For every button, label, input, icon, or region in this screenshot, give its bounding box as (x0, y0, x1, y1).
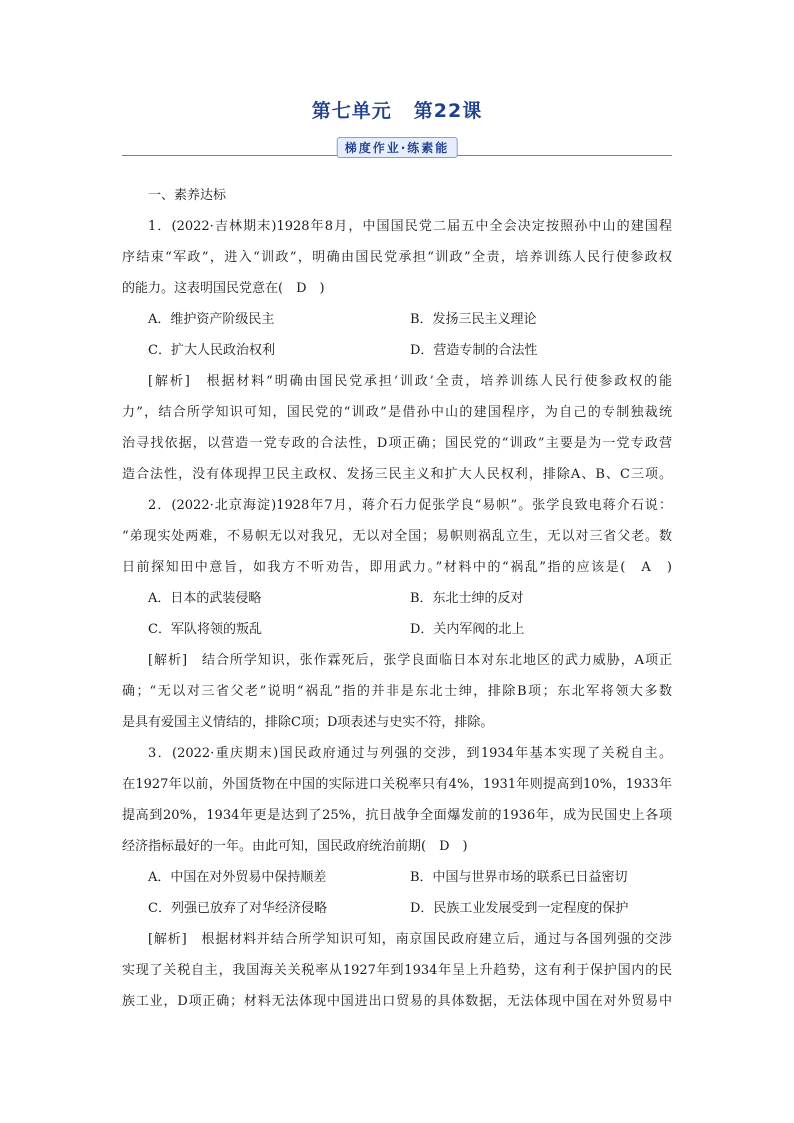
explanation-line: 治寻找依据，以营造一党专政的合法性，D项正确；国民党的“训政”主要是为一党专政营 (122, 436, 672, 451)
question-stem-line: 经济指标最好的一年。由此可知，国民政府统治前期( D ) (122, 839, 468, 854)
options-row (122, 583, 672, 614)
question-stem-line: 日前探知田中意旨，如我方不听劝告，即用武力。”材料中的“祸乱”指的应该是( A ) (122, 560, 672, 575)
option-c: C．扩大人民政治权利 (148, 343, 275, 358)
option-c: C．军队将领的叛乱 (148, 622, 262, 637)
options-row (122, 862, 672, 893)
option-b: B．东北士绅的反对 (410, 591, 524, 606)
option-d: D．民族工业发展受到一定程度的保护 (410, 901, 629, 916)
explanation-line: [解析] 结合所学知识，张作霖死后，张学良面临日本对东北地区的武力威胁，A项正 (148, 653, 672, 668)
question-stem-line: 提高到20%，1934年更是达到了25%，抗日战争全面爆发前的1936年，成为民国史上各项 (122, 808, 672, 823)
option-b: B．发扬三民主义理论 (410, 312, 537, 327)
explanation-line: 族工业，D项正确；材料无法体现中国进出口贸易的具体数据，无法体现中国在对外贸易中 (122, 994, 672, 1009)
question-stem-line: 在1927年以前，外国货物在中国的实际进口关税率只有4%，1931年则提高到10%，1933年 (122, 777, 672, 792)
subtitle-badge: 梯度作业·练素能 (337, 137, 458, 158)
options-row (122, 893, 672, 924)
unit-title: 第七单元 (311, 100, 392, 122)
option-a: A．中国在对外贸易中保持顺差 (148, 870, 327, 885)
option-a: A．维护资产阶级民主 (148, 312, 275, 327)
question-stem-line: 2．(2022·北京海淀)1928年7月，蒋介石力促张学良“易帜”。张学良致电蒋介石说： (148, 498, 672, 513)
option-a: A．日本的武装侵略 (148, 591, 262, 606)
question-stem-line: 3．(2022·重庆期末)国民政府通过与列强的交涉，到1934年基本实现了关税自主。 (148, 746, 672, 761)
option-c: C．列强已放弃了对华经济侵略 (148, 901, 327, 916)
explanation-line: 确；“无以对三省父老”说明“祸乱”指的并非是东北士绅，排除B项；东北军将领大多数 (122, 684, 672, 699)
document-body (122, 180, 672, 1017)
option-d: D．关内军阀的北上 (410, 622, 525, 637)
section-title: 一、素养达标 (148, 188, 227, 203)
explanation-line: 实现了关税自主，我国海关关税率从1927年到1934年呈上升趋势，这有利于保护国内的民 (122, 963, 672, 978)
subtitle-banner (122, 137, 672, 161)
question-3 (122, 738, 672, 1017)
question-1 (122, 211, 672, 490)
options-row (122, 304, 672, 335)
question-stem-line: 的能力。这表明国民党意在( D ) (122, 281, 325, 296)
explanation-line: 力”，结合所学知识可知，国民党的“训政”是借孙中山的建国程序，为自己的专制独裁统 (122, 405, 672, 420)
explanation-line: 是具有爱国主义情结的，排除C项；D项表述与史实不符，排除。 (122, 715, 494, 730)
option-b: B．中国与世界市场的联系已日益密切 (410, 870, 628, 885)
options-row (122, 335, 672, 366)
option-d: D．营造专制的合法性 (410, 343, 538, 358)
options-row (122, 614, 672, 645)
question-stem-line: “弟现实处两难，不易帜无以对我兄，无以对全国；易帜则祸乱立生，无以对三省父老。数 (122, 529, 672, 544)
page-title (0, 96, 794, 123)
question-2 (122, 490, 672, 738)
explanation-line: [解析] 根据材料“明确由国民党承担‘训政’全责，培养训练人民行使参政权的能 (148, 374, 672, 389)
question-stem-line: 1．(2022·吉林期末)1928年8月，中国国民党二届五中全会决定按照孙中山的建国程 (148, 219, 672, 234)
lesson-title: 第22课 (413, 100, 483, 122)
explanation-line: [解析] 根据材料并结合所学知识可知，南京国民政府建立后，通过与各国列强的交涉 (148, 932, 672, 947)
question-stem-line: 序结束“军政”，进入“训政”，明确由国民党承担“训政”全责，培养训练人民行使参政权 (122, 250, 672, 265)
explanation-line: 造合法性，没有体现捍卫民主政权、发扬三民主义和扩大人民权利，排除A、B、C三项。 (122, 467, 672, 482)
